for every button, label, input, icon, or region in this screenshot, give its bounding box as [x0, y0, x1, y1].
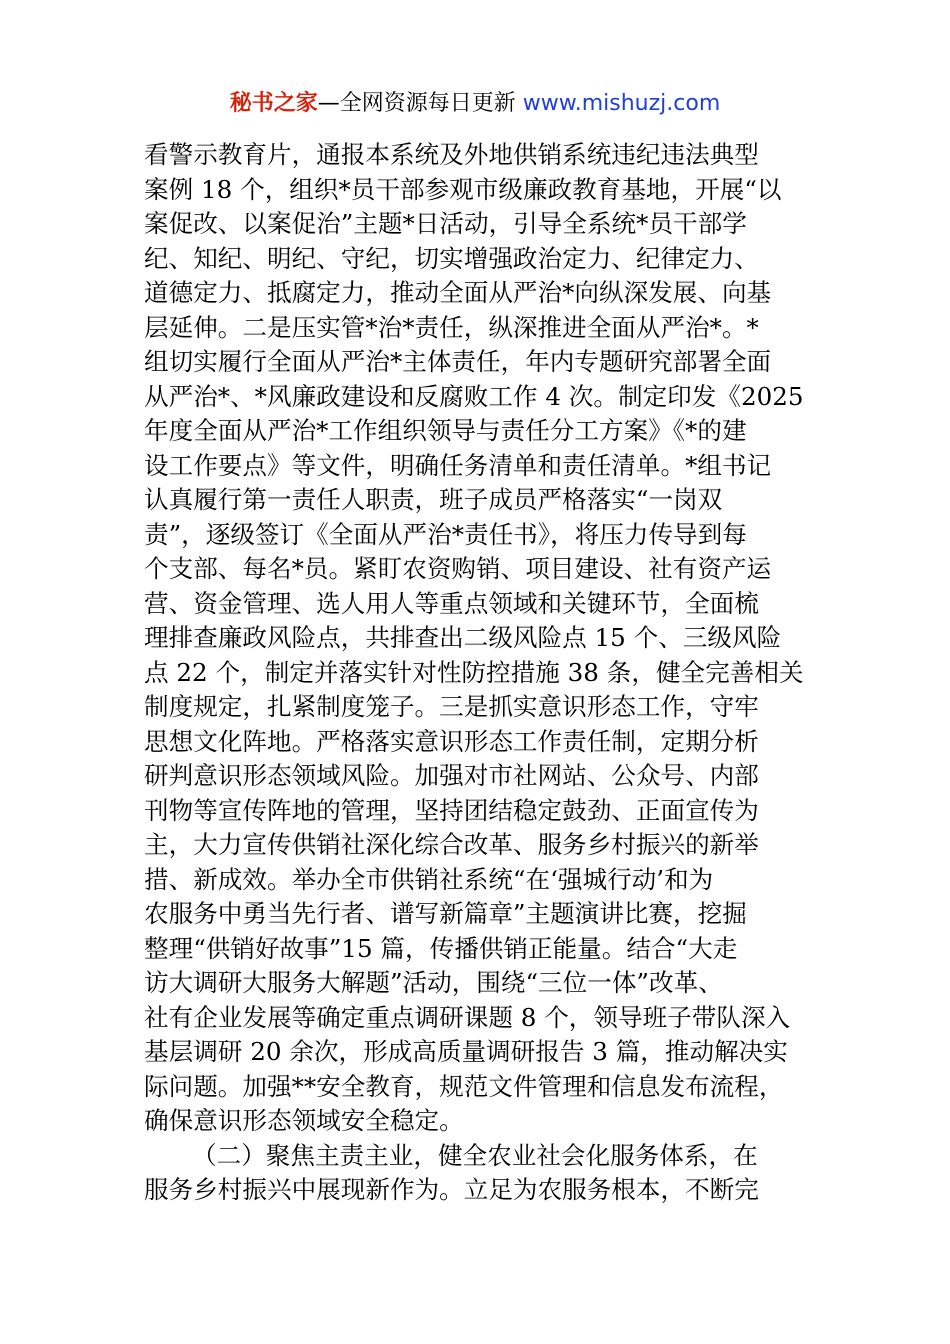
text-line: 组切实履行全面从严治*主体责任，年内专题研究部署全面 — [144, 347, 772, 376]
text-line: 际问题。加强**安全教育，规范文件管理和信息发布流程， — [144, 1071, 784, 1101]
text-line: 思想文化阵地。严格落实意识形态工作责任制，定期分析 — [144, 726, 759, 756]
text-line: 整理“供销好故事”15 篇，传播供销正能量。结合“大走 — [144, 933, 738, 963]
text-line: 营、资金管理、选人用人等重点领域和关键环节，全面梳 — [144, 588, 759, 618]
text-line: 设工作要点》等文件，明确任务清单和责任清单。*组书记 — [144, 450, 772, 480]
text-line: 农服务中勇当先行者、谱写新篇章”主题演讲比赛，挖掘 — [144, 899, 747, 928]
document-body — [144, 138, 824, 1208]
text-line: 研判意识形态领域风险。加强对市社网站、公众号、内部 — [144, 761, 759, 790]
text-line: 刊物等宣传阵地的管理，坚持团结稳定鼓劲、正面宣传为 — [144, 795, 759, 825]
text-line: 基层调研 20 余次，形成高质量调研报告 3 篇，推动解决实 — [144, 1037, 788, 1066]
text-line: 看警示教育片，通报本系统及外地供销系统违纪违法典型 — [144, 140, 759, 169]
text-line: 个支部、每名*员。紧盯农资购销、项目建设、社有资产运 — [144, 554, 772, 583]
text-line: 点 22 个，制定并落实针对性防控措施 38 条，健全完善相关 — [144, 657, 804, 687]
text-line: 责”，逐级签订《全面从严治*责任书》，将压力传导到每 — [144, 519, 747, 549]
header-tagline: —全网资源每日更新 — [317, 91, 523, 116]
text-line: 案促改、以案促治”主题*日活动，引导全系统*员干部学 — [144, 209, 747, 238]
text-line: 认真履行第一责任人职责，班子成员严格落实“一岗双 — [144, 485, 723, 514]
brand-name: 秘书之家 — [229, 91, 318, 116]
text-line: 层延伸。二是压实管*治*责任，纵深推进全面从严治*。* — [144, 312, 759, 342]
text-line: 纪、知纪、明纪、守纪，切实增强政治定力、纪律定力、 — [144, 243, 759, 273]
text-line: 措、新成效。举办全市供销社系统“在‘强城行动’和为 — [144, 864, 714, 894]
page-header — [0, 88, 950, 120]
text-line: 制度规定，扎紧制度笼子。三是抓实意识形态工作，守牢 — [144, 692, 759, 721]
text-line: 道德定力、抵腐定力，推动全面从严治*向纵深发展、向基 — [144, 278, 772, 307]
text-line: 案例 18 个，组织*员干部参观市级廉政教育基地，开展“以 — [144, 174, 782, 204]
site-url-link[interactable]: www.mishuzj.com — [522, 91, 721, 116]
text-line: 访大调研大服务大解题”活动，围绕“三位一体”改革、 — [144, 968, 723, 997]
text-line: 年度全面从严治*工作组织领导与责任分工方案》《*的建 — [144, 416, 747, 445]
text-line: 从严治*、*风廉政建设和反腐败工作 4 次。制定印发《2025 — [144, 381, 804, 411]
text-line: 理排查廉政风险点，共排查出二级风险点 15 个、三级风险 — [144, 623, 782, 652]
section-heading-line: （二）聚焦主责主业，健全农业社会化服务体系，在 — [192, 1140, 758, 1170]
text-line: 服务乡村振兴中展现新作为。立足为农服务根本，不断完 — [144, 1175, 759, 1204]
text-line: 主，大力宣传供销社深化综合改革、服务乡村振兴的新举 — [144, 830, 759, 859]
text-line: 确保意识形态领域安全稳定。 — [144, 1106, 464, 1135]
text-line: 社有企业发展等确定重点调研课题 8 个，领导班子带队深入 — [144, 1002, 791, 1032]
